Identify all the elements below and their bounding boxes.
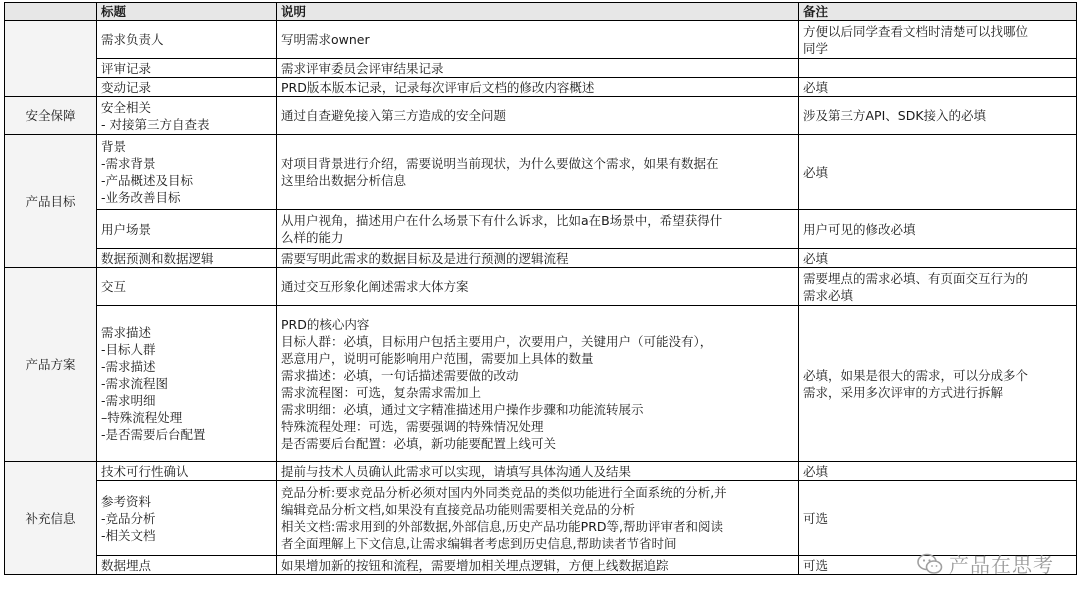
title-cell: 数据埋点 (97, 556, 277, 575)
header-description: 说明 (277, 3, 799, 21)
title-cell: 变动记录 (97, 78, 277, 97)
title-cell: 用户场景 (97, 210, 277, 249)
description-cell: PRD版本版本记录，记录每次评审后文档的修改内容概述 (277, 78, 799, 97)
description-cell: 需要写明此需求的数据目标及是进行预测的逻辑流程 (277, 249, 799, 268)
category-cell (5, 21, 97, 97)
prd-structure-table (4, 2, 1077, 575)
table-row (5, 462, 1077, 481)
table-row (5, 481, 1077, 556)
description-cell: 竞品分析:要求竞品分析必须对国内外同类竞品的类似功能进行全面系统的分析,并 编辑竞品分析文档,如果没有直接竞品功能则需要相关竞品的分析 相关文档:需求用到的外部数据,外部信息,历史产品功能PRD等,帮助评审者和阅读 者全面理解上下文信息,让需求编辑者考虑到历史信息,帮助读者节省时间 (277, 481, 799, 556)
watermark-text: 产品在思考 (949, 553, 1054, 577)
table-row (5, 556, 1077, 575)
note-cell: 必填，如果是很大的需求，可以分成多个 需求，采用多次评审的方式进行拆解 (799, 306, 1077, 462)
description-cell: 对项目背景进行介绍，需要说明当前现状，为什么要做这个需求，如果有数据在 这里给出数据分析信息 (277, 135, 799, 210)
table-row (5, 210, 1077, 249)
table-row (5, 59, 1077, 78)
title-cell: 数据预测和数据逻辑 (97, 249, 277, 268)
table-row (5, 97, 1077, 135)
table-row (5, 135, 1077, 210)
watermark (917, 549, 1054, 578)
title-cell: 交互 (97, 268, 277, 306)
table-header-row (5, 3, 1077, 21)
category-cell: 安全保障 (5, 97, 97, 135)
note-cell: 可选 (799, 481, 1077, 556)
header-category (5, 3, 97, 21)
category-cell: 产品目标 (5, 135, 97, 268)
description-cell: 如果增加新的按钮和流程，需要增加相关埋点逻辑，方便上线数据追踪 (277, 556, 799, 575)
header-note: 备注 (799, 3, 1077, 21)
note-cell: 必填 (799, 249, 1077, 268)
table-row (5, 249, 1077, 268)
note-cell: 方便以后同学查看文档时清楚可以找哪位 同学 (799, 21, 1077, 59)
note-cell: 需要埋点的需求必填、有页面交互行为的 需求必填 (799, 268, 1077, 306)
description-cell: 通过自查避免接入第三方造成的安全问题 (277, 97, 799, 135)
wechat-icon (917, 553, 943, 575)
description-cell: PRD的核心内容 目标人群：必填，目标用户包括主要用户，次要用户，关键用户（可能没有）， 恶意用户，说明可能影响用户范围，需要加上具体的数量 需求描述：必填，一句话描述需要做的改动 需求流程图：可选，复杂需求需加上 需求明细：必填，通过文字精准描述用户操作步骤和功能流转展示 特殊流程处理：可选，需要强调的特殊情况处理 是否需要后台配置：必填，新功能要配置上线可关 (277, 306, 799, 462)
description-cell: 从用户视角，描述用户在什么场景下有什么诉求，比如a在B场景中，希望获得什 么样的能力 (277, 210, 799, 249)
note-cell: 涉及第三方API、SDK接入的必填 (799, 97, 1077, 135)
note-cell: 用户可见的修改必填 (799, 210, 1077, 249)
title-cell: 需求描述 -目标人群 -需求描述 -需求流程图 -需求明细 –特殊流程处理 -是否需要后台配置 (97, 306, 277, 462)
header-title: 标题 (97, 3, 277, 21)
title-cell: 技术可行性确认 (97, 462, 277, 481)
table-row (5, 306, 1077, 462)
category-cell: 产品方案 (5, 268, 97, 462)
table-row (5, 78, 1077, 97)
note-cell: 必填 (799, 135, 1077, 210)
title-cell: 评审记录 (97, 59, 277, 78)
title-cell: 需求负责人 (97, 21, 277, 59)
title-cell: 背景 -需求背景 -产品概述及目标 -业务改善目标 (97, 135, 277, 210)
table-row (5, 21, 1077, 59)
table-row (5, 268, 1077, 306)
title-cell: 安全相关 - 对接第三方自查表 (97, 97, 277, 135)
description-cell: 需求评审委员会评审结果记录 (277, 59, 799, 78)
description-cell: 写明需求owner (277, 21, 799, 59)
note-cell: 必填 (799, 78, 1077, 97)
note-cell: 可选 (799, 556, 1077, 575)
note-cell: 必填 (799, 462, 1077, 481)
title-cell: 参考资料 -竞品分析 -相关文档 (97, 481, 277, 556)
category-cell: 补充信息 (5, 462, 97, 575)
note-cell (799, 59, 1077, 78)
description-cell: 提前与技术人员确认此需求可以实现，请填写具体沟通人及结果 (277, 462, 799, 481)
description-cell: 通过交互形象化阐述需求大体方案 (277, 268, 799, 306)
document (4, 2, 1076, 575)
